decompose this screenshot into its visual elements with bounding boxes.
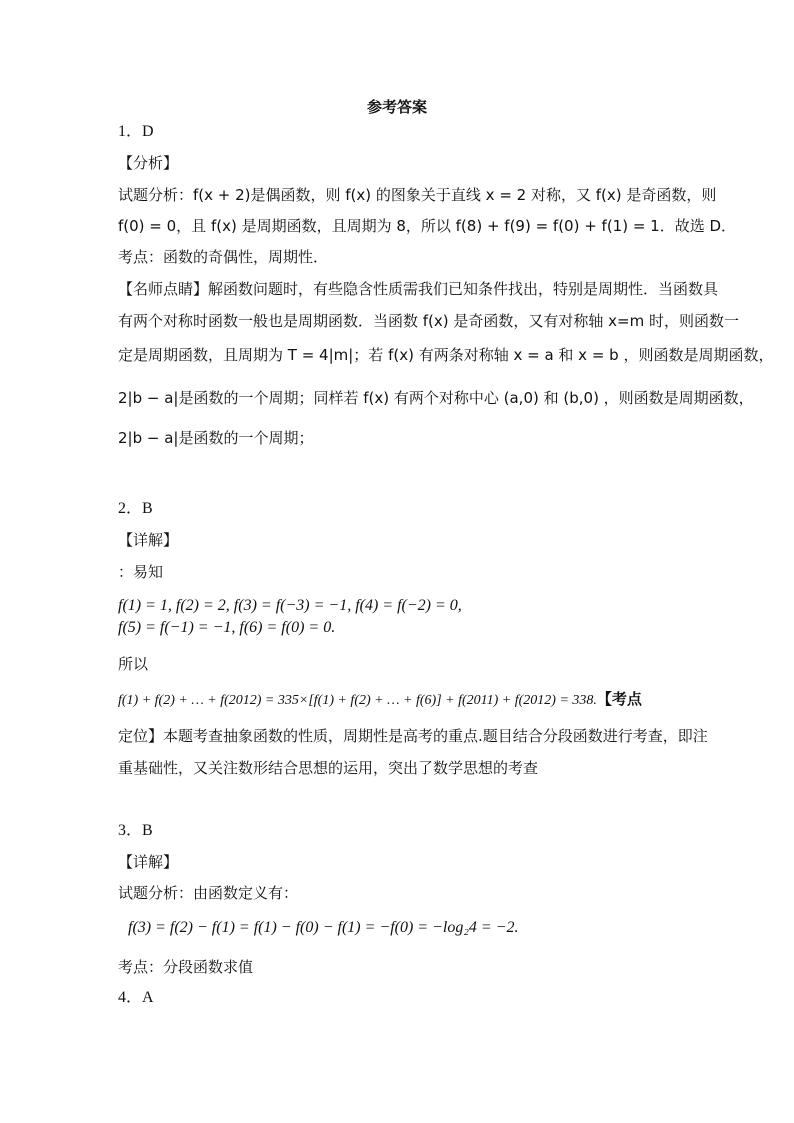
- q2-kaodian-start: 【考点: [596, 690, 642, 708]
- q2-equation-2: f(5) = f(−1) = −1, f(6) = f(0) = 0.: [118, 619, 336, 636]
- q1-tip4: 2|b − a|是函数的一个周期；同样若 f(x) 有两个对称中心 (a,0) 和 (b,0) ，则函数是周期函数，: [118, 389, 754, 407]
- q2-equation-line: [118, 688, 688, 712]
- q2-equation-3: f(1) + f(2) + … + f(2012) = 335×[f(1) + f(2) + … + f(6)] + f(2011) + f(2012) = 338.: [118, 693, 597, 708]
- q1-kaodian: 考点：函数的奇偶性，周期性．: [118, 248, 329, 266]
- q1-tip3: 定是周期函数，且周期为 T = 4|m|；若 f(x) 有两条对称轴 x = a 和 x = b ，则函数是周期函数，: [118, 346, 774, 364]
- q4-answer: 4．A: [118, 989, 154, 1006]
- q3-detail-header: 【详解】: [118, 853, 179, 871]
- q2-detail-header: 【详解】: [118, 531, 179, 549]
- page-title: 参考答案: [366, 98, 427, 116]
- q3-answer: 3．B: [118, 822, 153, 839]
- q2-answer: 2．B: [118, 500, 153, 517]
- q2-text2: 重基础性，又关注数形结合思想的运用，突出了数学思想的考查: [118, 759, 539, 777]
- q1-answer: 1．D: [118, 123, 154, 140]
- q3-kaodian: 考点：分段函数求值: [118, 958, 254, 976]
- q2-text1: 定位】本题考查抽象函数的性质，周期性是高考的重点.题目结合分段函数进行考查，即注: [118, 727, 708, 745]
- q1-line1: 试题分析：f(x + 2)是偶函数，则 f(x) 的图象关于直线 x = 2 对称，又 f(x) 是奇函数，则: [118, 186, 717, 204]
- q1-tip5: 2|b − a|是函数的一个周期；: [118, 429, 314, 447]
- q3-equation: f(3) = f(2) − f(1) = f(1) − f(0) − f(1) = −f(0) = −log₂4 = −2.: [128, 919, 519, 936]
- q1-line2: f(0) = 0，且 f(x) 是周期函数，且周期为 8，所以 f(8) + f(9) = f(0) + f(1) = 1．故选 D．: [118, 217, 737, 235]
- q1-analysis-header: 【分析】: [118, 154, 179, 172]
- q3-intro: 试题分析：由函数定义有：: [118, 884, 299, 902]
- q2-equation-1: f(1) = 1, f(2) = 2, f(3) = f(−3) = −1, f(4) = f(−2) = 0,: [118, 597, 462, 614]
- q2-intro: ：易知: [118, 563, 164, 581]
- q2-so: 所以: [118, 655, 149, 673]
- q1-tip2: 有两个对称时函数一般也是周期函数．当函数 f(x) 是奇函数，又有对称轴 x=m 时，则函数一: [118, 312, 739, 330]
- q1-tip1: 【名师点睛】解函数问题时，有些隐含性质需我们已知条件找出，特别是周期性．当函数具: [118, 280, 719, 298]
